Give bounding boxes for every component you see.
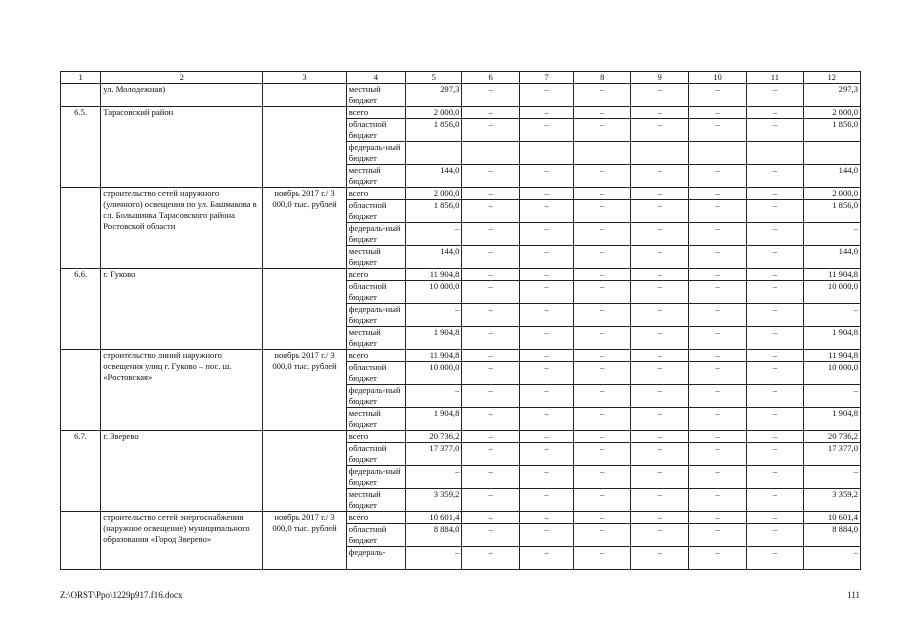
deadline-cost-cell: ноябрь 2017 г./ 3 000,0 тыс. рублей: [263, 512, 347, 570]
amount-cell: –: [519, 408, 573, 431]
amount-cell: [747, 142, 803, 165]
amount-cell: –: [519, 362, 573, 385]
amount-cell: –: [519, 524, 573, 547]
amount-cell: –: [688, 524, 746, 547]
amount-cell: –: [519, 327, 573, 350]
amount-cell: –: [803, 466, 860, 489]
amount-cell: –: [631, 84, 688, 107]
amount-cell: –: [462, 107, 519, 119]
amount-cell: 10 000,0: [803, 362, 860, 385]
amount-cell: –: [406, 547, 462, 570]
amount-cell: –: [747, 547, 803, 570]
amount-cell: 1 904,8: [406, 327, 462, 350]
budget-source-cell: всего: [346, 269, 405, 281]
amount-cell: –: [631, 269, 688, 281]
amount-cell: –: [519, 107, 573, 119]
amount-cell: –: [631, 350, 688, 362]
amount-cell: –: [519, 281, 573, 304]
amount-cell: 2 000,0: [803, 188, 860, 200]
amount-cell: –: [574, 362, 631, 385]
amount-cell: –: [631, 385, 688, 408]
table-row: [61, 84, 861, 107]
amount-cell: –: [688, 466, 746, 489]
amount-cell: –: [688, 443, 746, 466]
amount-cell: 10 000,0: [406, 281, 462, 304]
amount-cell: 8 884,0: [406, 524, 462, 547]
amount-cell: 20 736,2: [406, 431, 462, 443]
amount-cell: –: [747, 524, 803, 547]
amount-cell: –: [747, 200, 803, 223]
amount-cell: –: [462, 200, 519, 223]
amount-cell: [631, 142, 688, 165]
amount-cell: –: [747, 269, 803, 281]
row-number-cell: 6.6.: [61, 269, 101, 350]
amount-cell: –: [747, 362, 803, 385]
amount-cell: –: [462, 119, 519, 142]
amount-cell: –: [574, 327, 631, 350]
amount-cell: [803, 142, 860, 165]
column-header: 12: [803, 72, 860, 84]
amount-cell: –: [519, 466, 573, 489]
row-number-cell: 6.7.: [61, 431, 101, 512]
amount-cell: 10 601,4: [803, 512, 860, 524]
amount-cell: 2 000,0: [406, 107, 462, 119]
amount-cell: –: [574, 385, 631, 408]
amount-cell: 11 904,8: [406, 350, 462, 362]
budget-source-cell: местный бюджет: [346, 165, 405, 188]
amount-cell: –: [688, 304, 746, 327]
amount-cell: –: [747, 466, 803, 489]
amount-cell: –: [688, 223, 746, 246]
amount-cell: –: [574, 304, 631, 327]
deadline-cost-cell: [263, 84, 347, 107]
amount-cell: –: [519, 269, 573, 281]
amount-cell: –: [462, 350, 519, 362]
amount-cell: –: [688, 350, 746, 362]
amount-cell: –: [631, 466, 688, 489]
amount-cell: –: [631, 281, 688, 304]
budget-source-cell: областной бюджет: [346, 524, 405, 547]
amount-cell: –: [747, 385, 803, 408]
item-name-cell: строительство сетей энергоснабжения (наружное освещение) муниципального образования «Город Зверево»: [101, 512, 263, 570]
table-row: [61, 350, 861, 362]
item-name-cell: Тарасовский район: [101, 107, 263, 188]
amount-cell: 10 000,0: [406, 362, 462, 385]
amount-cell: –: [631, 408, 688, 431]
budget-source-cell: федераль-: [346, 547, 405, 570]
amount-cell: –: [803, 547, 860, 570]
budget-source-cell: федераль-ный бюджет: [346, 385, 405, 408]
amount-cell: 1 856,0: [406, 200, 462, 223]
amount-cell: –: [462, 443, 519, 466]
amount-cell: –: [631, 327, 688, 350]
deadline-cost-cell: [263, 431, 347, 512]
amount-cell: –: [462, 362, 519, 385]
amount-cell: 144,0: [803, 165, 860, 188]
footer-file-path: Z:\ORST\Ppo\1229p917.f16.docx: [60, 590, 183, 600]
amount-cell: –: [631, 512, 688, 524]
amount-cell: –: [519, 246, 573, 269]
column-header: 9: [631, 72, 688, 84]
amount-cell: –: [519, 547, 573, 570]
amount-cell: [406, 142, 462, 165]
amount-cell: –: [519, 489, 573, 512]
amount-cell: –: [688, 547, 746, 570]
amount-cell: –: [631, 362, 688, 385]
item-name-cell: г. Гуково: [101, 269, 263, 350]
amount-cell: 1 904,8: [803, 408, 860, 431]
budget-source-cell: всего: [346, 431, 405, 443]
amount-cell: –: [574, 408, 631, 431]
amount-cell: –: [574, 431, 631, 443]
table-row: [61, 188, 861, 200]
amount-cell: –: [688, 84, 746, 107]
amount-cell: –: [519, 385, 573, 408]
amount-cell: –: [462, 512, 519, 524]
column-header: 6: [462, 72, 519, 84]
amount-cell: –: [747, 223, 803, 246]
amount-cell: –: [519, 84, 573, 107]
amount-cell: –: [574, 223, 631, 246]
amount-cell: 1 904,8: [803, 327, 860, 350]
amount-cell: –: [519, 165, 573, 188]
budget-table: [60, 71, 861, 570]
budget-source-cell: местный бюджет: [346, 246, 405, 269]
budget-source-cell: областной бюджет: [346, 200, 405, 223]
budget-source-cell: областной бюджет: [346, 443, 405, 466]
amount-cell: 3 359,2: [803, 489, 860, 512]
amount-cell: –: [747, 327, 803, 350]
amount-cell: –: [688, 385, 746, 408]
amount-cell: –: [462, 489, 519, 512]
amount-cell: 8 884,0: [803, 524, 860, 547]
column-header: 7: [519, 72, 573, 84]
column-header: 1: [61, 72, 101, 84]
amount-cell: –: [688, 281, 746, 304]
column-header: 3: [263, 72, 347, 84]
amount-cell: 1 856,0: [803, 200, 860, 223]
amount-cell: 11 904,8: [803, 269, 860, 281]
amount-cell: –: [574, 281, 631, 304]
amount-cell: 144,0: [803, 246, 860, 269]
amount-cell: –: [631, 165, 688, 188]
amount-cell: –: [462, 547, 519, 570]
amount-cell: –: [574, 350, 631, 362]
table-row: [61, 512, 861, 524]
budget-source-cell: областной бюджет: [346, 119, 405, 142]
amount-cell: –: [519, 223, 573, 246]
amount-cell: 297,3: [803, 84, 860, 107]
amount-cell: –: [574, 269, 631, 281]
amount-cell: –: [462, 304, 519, 327]
amount-cell: 10 000,0: [803, 281, 860, 304]
budget-source-cell: местный бюджет: [346, 408, 405, 431]
amount-cell: –: [688, 200, 746, 223]
column-header: 11: [747, 72, 803, 84]
amount-cell: –: [519, 350, 573, 362]
amount-cell: –: [574, 524, 631, 547]
amount-cell: –: [574, 84, 631, 107]
amount-cell: –: [631, 524, 688, 547]
amount-cell: –: [462, 165, 519, 188]
amount-cell: –: [631, 489, 688, 512]
amount-cell: –: [574, 200, 631, 223]
amount-cell: –: [688, 362, 746, 385]
amount-cell: –: [631, 200, 688, 223]
amount-cell: –: [574, 188, 631, 200]
amount-cell: –: [406, 385, 462, 408]
amount-cell: 144,0: [406, 165, 462, 188]
amount-cell: –: [803, 304, 860, 327]
amount-cell: –: [574, 119, 631, 142]
budget-source-cell: местный бюджет: [346, 327, 405, 350]
budget-source-cell: местный бюджет: [346, 84, 405, 107]
amount-cell: –: [406, 466, 462, 489]
column-header: 4: [346, 72, 405, 84]
amount-cell: –: [519, 431, 573, 443]
amount-cell: –: [462, 431, 519, 443]
amount-cell: 2 000,0: [803, 107, 860, 119]
amount-cell: –: [747, 489, 803, 512]
amount-cell: –: [574, 443, 631, 466]
amount-cell: –: [631, 304, 688, 327]
amount-cell: [574, 142, 631, 165]
amount-cell: –: [519, 200, 573, 223]
column-header: 5: [406, 72, 462, 84]
amount-cell: [462, 142, 519, 165]
amount-cell: –: [574, 466, 631, 489]
amount-cell: –: [803, 385, 860, 408]
amount-cell: –: [406, 223, 462, 246]
amount-cell: –: [631, 188, 688, 200]
amount-cell: –: [688, 107, 746, 119]
amount-cell: –: [631, 547, 688, 570]
amount-cell: 3 359,2: [406, 489, 462, 512]
budget-source-cell: федераль-ный бюджет: [346, 223, 405, 246]
amount-cell: –: [462, 84, 519, 107]
amount-cell: –: [747, 107, 803, 119]
amount-cell: –: [519, 304, 573, 327]
amount-cell: –: [462, 281, 519, 304]
amount-cell: –: [574, 489, 631, 512]
amount-cell: 144,0: [406, 246, 462, 269]
amount-cell: –: [688, 408, 746, 431]
amount-cell: [688, 142, 746, 165]
amount-cell: 11 904,8: [406, 269, 462, 281]
amount-cell: –: [574, 107, 631, 119]
amount-cell: –: [631, 443, 688, 466]
amount-cell: –: [406, 304, 462, 327]
amount-cell: –: [747, 246, 803, 269]
amount-cell: –: [574, 165, 631, 188]
amount-cell: –: [462, 408, 519, 431]
amount-cell: –: [688, 269, 746, 281]
budget-source-cell: всего: [346, 107, 405, 119]
amount-cell: –: [688, 165, 746, 188]
amount-cell: –: [747, 431, 803, 443]
column-header: 10: [688, 72, 746, 84]
footer-page-number: 111: [847, 590, 860, 600]
amount-cell: 2 000,0: [406, 188, 462, 200]
amount-cell: –: [747, 304, 803, 327]
amount-cell: –: [747, 188, 803, 200]
amount-cell: –: [631, 223, 688, 246]
table-row: [61, 107, 861, 119]
column-header: 2: [101, 72, 263, 84]
amount-cell: [519, 142, 573, 165]
amount-cell: –: [688, 188, 746, 200]
amount-cell: –: [747, 281, 803, 304]
table-header-row: [61, 72, 861, 84]
amount-cell: –: [631, 119, 688, 142]
budget-source-cell: местный бюджет: [346, 489, 405, 512]
amount-cell: –: [747, 408, 803, 431]
amount-cell: –: [519, 512, 573, 524]
amount-cell: –: [747, 165, 803, 188]
row-number-cell: [61, 188, 101, 269]
deadline-cost-cell: [263, 107, 347, 188]
amount-cell: –: [462, 246, 519, 269]
amount-cell: –: [462, 466, 519, 489]
budget-source-cell: всего: [346, 350, 405, 362]
amount-cell: –: [574, 246, 631, 269]
budget-source-cell: федераль-ный бюджет: [346, 142, 405, 165]
amount-cell: –: [747, 443, 803, 466]
amount-cell: –: [688, 489, 746, 512]
amount-cell: –: [462, 385, 519, 408]
amount-cell: 297,3: [406, 84, 462, 107]
amount-cell: –: [519, 443, 573, 466]
budget-source-cell: областной бюджет: [346, 362, 405, 385]
budget-source-cell: федераль-ный бюджет: [346, 304, 405, 327]
item-name-cell: ул. Молодежная): [101, 84, 263, 107]
table-row: [61, 431, 861, 443]
amount-cell: 1 856,0: [803, 119, 860, 142]
budget-source-cell: федераль-ный бюджет: [346, 466, 405, 489]
amount-cell: 20 736,2: [803, 431, 860, 443]
amount-cell: –: [747, 350, 803, 362]
budget-source-cell: областной бюджет: [346, 281, 405, 304]
amount-cell: –: [574, 512, 631, 524]
column-header: 8: [574, 72, 631, 84]
budget-source-cell: всего: [346, 188, 405, 200]
amount-cell: –: [803, 223, 860, 246]
amount-cell: –: [747, 84, 803, 107]
amount-cell: 10 601,4: [406, 512, 462, 524]
amount-cell: –: [688, 431, 746, 443]
table-row: [61, 269, 861, 281]
amount-cell: –: [688, 246, 746, 269]
amount-cell: –: [631, 431, 688, 443]
deadline-cost-cell: [263, 269, 347, 350]
item-name-cell: строительство линий наружного освещения улиц г. Гуково – пос. ш. «Ростовская»: [101, 350, 263, 431]
amount-cell: –: [519, 188, 573, 200]
row-number-cell: [61, 350, 101, 431]
amount-cell: –: [574, 547, 631, 570]
amount-cell: –: [688, 327, 746, 350]
amount-cell: –: [462, 524, 519, 547]
amount-cell: –: [462, 327, 519, 350]
row-number-cell: [61, 84, 101, 107]
row-number-cell: 6.5.: [61, 107, 101, 188]
amount-cell: 17 377,0: [406, 443, 462, 466]
amount-cell: –: [462, 269, 519, 281]
amount-cell: –: [688, 512, 746, 524]
amount-cell: 17 377,0: [803, 443, 860, 466]
amount-cell: –: [688, 119, 746, 142]
item-name-cell: г. Зверево: [101, 431, 263, 512]
budget-source-cell: всего: [346, 512, 405, 524]
amount-cell: –: [631, 246, 688, 269]
amount-cell: –: [631, 107, 688, 119]
deadline-cost-cell: ноябрь 2017 г./ 3 000,0 тыс. рублей: [263, 188, 347, 269]
amount-cell: 1 856,0: [406, 119, 462, 142]
deadline-cost-cell: ноябрь 2017 г./ 3 000,0 тыс. рублей: [263, 350, 347, 431]
amount-cell: –: [462, 223, 519, 246]
amount-cell: –: [747, 119, 803, 142]
item-name-cell: строительство сетей наружного (уличного) освещения по ул. Башмакова в сл. Большинка Тарасовского района Ростовской области: [101, 188, 263, 269]
amount-cell: 11 904,8: [803, 350, 860, 362]
amount-cell: –: [519, 119, 573, 142]
amount-cell: 1 904,8: [406, 408, 462, 431]
amount-cell: –: [462, 188, 519, 200]
row-number-cell: [61, 512, 101, 570]
amount-cell: –: [747, 512, 803, 524]
